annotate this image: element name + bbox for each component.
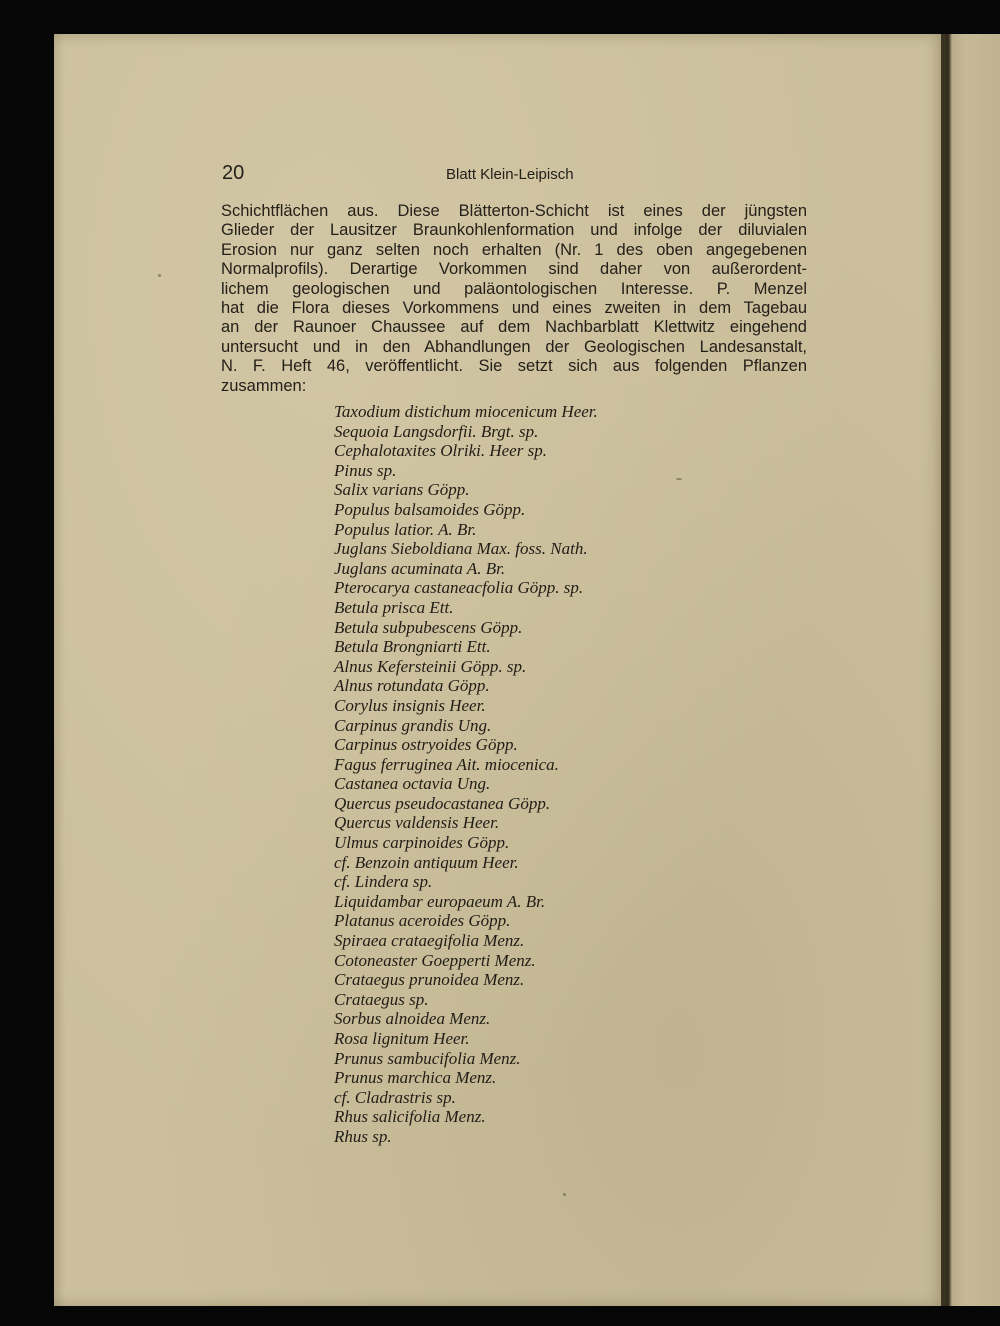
paper-speck [563,1193,566,1196]
species-item: Alnus rotundata Göpp. [334,676,490,696]
species-item: cf. Lindera sp. [334,872,433,892]
body-line: Erosion nur ganz selten noch erhalten (Nr. 1 des oben angegebenen [221,240,807,259]
species-item: Quercus pseudocastanea Göpp. [334,793,551,813]
species-item: Prunus marchica Menz. [334,1068,497,1088]
species-item: Prunus sambucifolia Menz. [334,1048,521,1068]
body-line: Schichtflächen aus. Diese Blätterton-Schicht ist eines der jüngsten [221,202,807,220]
page-number: 20 [222,162,245,184]
species-item: Carpinus ostryoides Göpp. [334,735,518,755]
species-item: Corylus insignis Heer. [334,695,486,715]
species-item: Rosa lignitum Heer. [334,1029,470,1048]
body-line: untersucht und in den Abhandlungen der Geologischen Landesanstalt, [221,337,807,356]
species-item: Spiraea crataegifolia Menz. [334,931,525,951]
species-item: Betula subpubescens Göpp. [334,617,523,637]
species-item: Alnus Kefersteinii Göpp. sp. [334,656,527,676]
species-item: Salix varians Göpp. [334,480,470,500]
species-item: Rhus salicifolia Menz. [334,1107,486,1127]
body-paragraph [221,202,807,396]
species-item: Pterocarya castaneacfolia Göpp. sp. [334,578,584,598]
species-item: Fagus ferruginea Ait. miocenica. [334,754,559,774]
species-item: Cephalotaxites Olriki. Heer sp. [334,441,547,461]
species-item: Juglans Sieboldiana Max. foss. Nath. [334,539,588,559]
species-item: Sequoia Langsdorfii. Brgt. sp. [334,421,539,441]
species-item: Platanus aceroides Göpp. [334,911,511,931]
body-line: an der Raunoer Chaussee auf dem Nachbarblatt Klettwitz eingehend [221,318,807,337]
species-item: Sorbus alnoidea Menz. [334,1009,491,1029]
paper-speck [676,478,682,480]
species-item: cf. Cladrastris sp. [334,1087,456,1107]
body-line: Glieder der Lausitzer Braunkohlenformation und infolge der diluvialen [221,221,807,240]
species-item: Rhus sp. [334,1126,392,1146]
species-item: Populus balsamoides Göpp. [334,499,526,519]
species-item: Taxodium distichum miocenicum Heer. [334,402,598,421]
species-item: Populus latior. A. Br. [334,519,477,539]
body-line: zusammen: [221,376,307,395]
species-item: Quercus valdensis Heer. [334,813,500,833]
paper-speck [158,274,161,277]
body-line: lichem geologischen und paläontologischen Interesse. P. Menzel [221,279,807,298]
species-item: Crataegus prunoidea Menz. [334,970,525,990]
species-item: Ulmus carpinoides Göpp. [334,833,510,853]
facing-page-edge [946,34,1000,1306]
species-item: Carpinus grandis Ung. [334,715,492,735]
species-item: Castanea octavia Ung. [334,774,491,794]
body-line: N. F. Heft 46, veröffentlicht. Sie setzt sich aus folgenden Pflanzen [221,357,807,376]
species-item: Crataegus sp. [334,989,429,1009]
body-line: hat die Flora dieses Vorkommens und eines zweiten in dem Tagebau [221,299,807,318]
running-head: Blatt Klein-Leipisch [446,166,574,183]
species-item: Betula Brongniarti Ett. [334,637,491,657]
species-item: Betula prisca Ett. [334,597,454,617]
species-item: Liquidambar europaeum A. Br. [334,891,546,911]
species-item: cf. Benzoin antiquum Heer. [334,852,519,872]
body-line: Normalprofils). Derartige Vorkommen sind daher von außerordent- [221,260,807,279]
species-item: Cotoneaster Goepperti Menz. [334,950,536,970]
species-item: Juglans acuminata A. Br. [334,558,506,578]
species-item: Pinus sp. [334,460,397,480]
plant-species-list [334,402,598,1147]
